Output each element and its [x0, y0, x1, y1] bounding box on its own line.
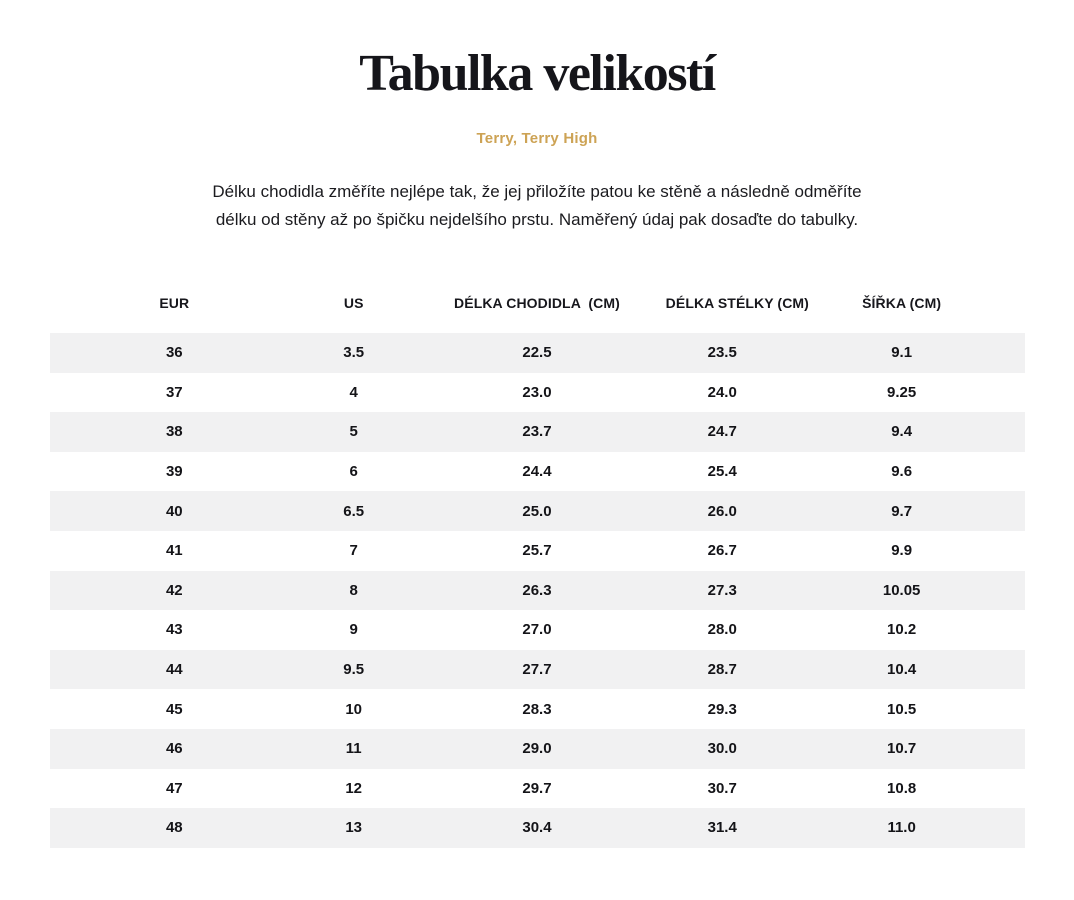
- table-cell: 28.3: [522, 700, 552, 718]
- table-cell: 31.4: [707, 819, 737, 837]
- size-table: [50, 293, 1025, 848]
- page-title: Tabulka velikostí: [359, 45, 715, 102]
- table-cell: 23.0: [522, 383, 552, 401]
- table-cell: 29.0: [522, 740, 552, 758]
- table-row: [50, 333, 1025, 373]
- table-cell: 23.7: [522, 423, 552, 441]
- size-table-body: [50, 333, 1025, 848]
- table-row: [50, 531, 1025, 571]
- table-cell: 29.7: [522, 779, 552, 797]
- table-cell: 29.3: [707, 700, 737, 718]
- table-cell: 24.0: [707, 383, 737, 401]
- column-header-us: US: [343, 295, 364, 311]
- table-cell: 8: [349, 581, 358, 599]
- table-cell: 10.5: [887, 700, 917, 718]
- table-cell: 9.4: [891, 423, 913, 441]
- table-cell: 27.7: [522, 661, 552, 679]
- table-row: [50, 373, 1025, 413]
- table-row: [50, 650, 1025, 690]
- table-cell: 11.0: [887, 819, 916, 837]
- table-cell: 9.25: [887, 383, 917, 401]
- column-header-width: ŠÍŘKA (CM): [862, 295, 942, 311]
- table-cell: 25.4: [707, 463, 737, 481]
- table-row: [50, 412, 1025, 452]
- table-cell: 10.4: [887, 661, 917, 679]
- table-cell: 25.7: [522, 542, 552, 560]
- table-cell: 28.0: [707, 621, 737, 639]
- table-cell: 37: [165, 383, 183, 401]
- table-cell: 39: [165, 463, 183, 481]
- table-cell: 10: [345, 700, 363, 718]
- table-cell: 46: [165, 740, 183, 758]
- table-cell: 3.5: [343, 344, 365, 362]
- table-cell: 47: [165, 779, 183, 797]
- table-cell: 5: [349, 423, 358, 441]
- instructions-line-1: Délku chodidla změříte nejlépe tak, že jej přiložíte patou ke stěně a následně odměříte: [212, 182, 862, 201]
- table-cell: 24.4: [522, 463, 552, 481]
- table-cell: 9.7: [891, 502, 913, 520]
- table-cell: 6: [349, 463, 358, 481]
- table-cell: 11: [345, 740, 362, 758]
- table-row: [50, 452, 1025, 492]
- table-cell: 26.7: [707, 542, 737, 560]
- table-cell: 12: [345, 779, 363, 797]
- table-cell: 23.5: [707, 344, 737, 362]
- table-cell: 30.7: [707, 779, 737, 797]
- table-cell: 41: [165, 542, 183, 560]
- table-cell: 10.05: [882, 581, 921, 599]
- table-cell: 36: [165, 344, 183, 362]
- table-row: [50, 729, 1025, 769]
- table-row: [50, 491, 1025, 531]
- table-cell: 26.0: [707, 502, 737, 520]
- table-cell: 13: [345, 819, 363, 837]
- size-table-header-row: [50, 293, 1025, 333]
- table-cell: 38: [165, 423, 183, 441]
- table-cell: 9: [349, 621, 358, 639]
- table-cell: 27.3: [707, 581, 737, 599]
- table-cell: 42: [165, 581, 183, 599]
- table-cell: 22.5: [522, 344, 552, 362]
- table-cell: 44: [165, 661, 183, 679]
- table-row: [50, 610, 1025, 650]
- table-cell: 28.7: [707, 661, 737, 679]
- table-cell: 10.2: [887, 621, 917, 639]
- instructions-line-2: délku od stěny až po špičku nejdelšího prstu. Naměřený údaj pak dosaďte do tabulky.: [215, 209, 859, 229]
- table-row: [50, 571, 1025, 611]
- column-header-eur: EUR: [159, 295, 190, 311]
- table-cell: 48: [165, 819, 183, 837]
- table-cell: 45: [165, 700, 183, 718]
- table-cell: 7: [349, 542, 358, 560]
- column-header-insole-length: DÉLKA STÉLKY (CM): [665, 295, 809, 311]
- table-cell: 10.7: [887, 740, 917, 758]
- table-cell: 43: [165, 621, 183, 639]
- table-cell: 26.3: [522, 581, 552, 599]
- table-cell: 9.5: [343, 661, 365, 679]
- table-row: [50, 689, 1025, 729]
- table-cell: 30.0: [707, 740, 737, 758]
- table-cell: 10.8: [887, 779, 917, 797]
- table-cell: 9.9: [891, 542, 913, 560]
- column-header-foot-length: DÉLKA CHODIDLA (CM): [454, 295, 620, 311]
- table-row: [50, 808, 1025, 848]
- table-cell: 6.5: [343, 502, 365, 520]
- table-cell: 40: [165, 502, 183, 520]
- table-cell: 9.1: [891, 344, 913, 362]
- table-row: [50, 769, 1025, 809]
- table-cell: 4: [349, 383, 358, 401]
- table-cell: 27.0: [522, 621, 552, 639]
- table-cell: 25.0: [522, 502, 552, 520]
- table-cell: 9.6: [891, 463, 913, 481]
- table-cell: 30.4: [522, 819, 552, 837]
- measurement-instructions: [0, 178, 1074, 233]
- product-variants-subtitle: Terry, Terry High: [476, 130, 598, 147]
- table-cell: 24.7: [707, 423, 737, 441]
